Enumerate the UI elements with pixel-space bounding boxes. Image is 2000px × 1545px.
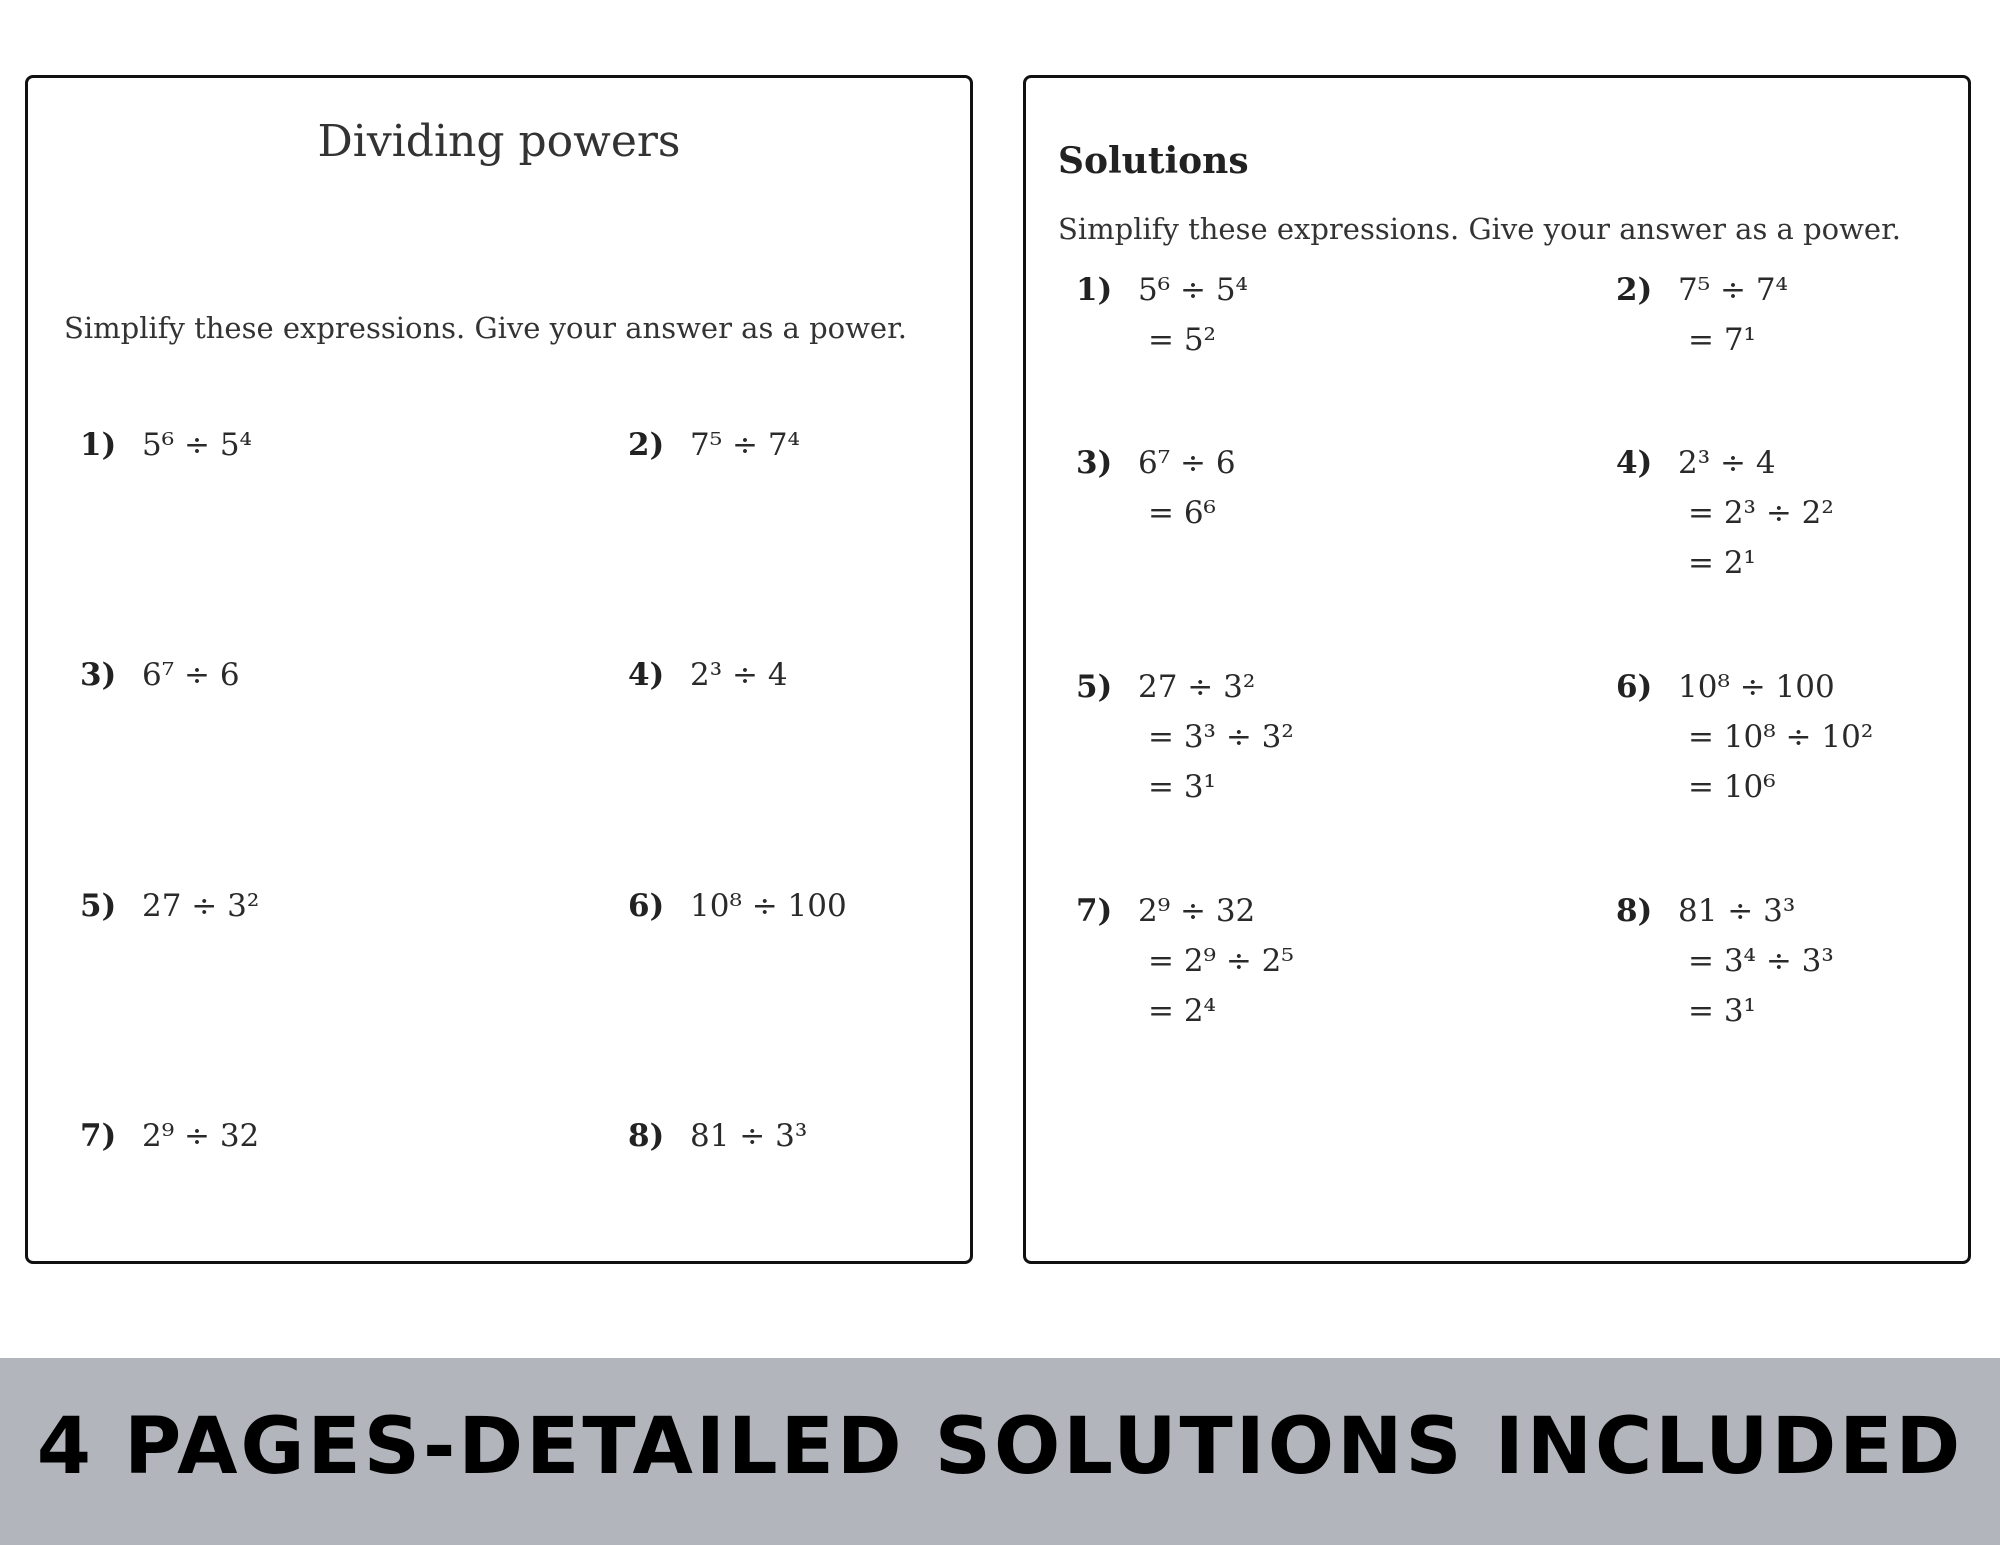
problem-expression: 10⁸ ÷ 100 xyxy=(690,888,847,924)
solution-step: = 3¹ xyxy=(1688,993,1756,1029)
problem-number: 6) xyxy=(628,888,665,924)
problem-number: 8) xyxy=(628,1118,665,1154)
solution-step: 81 ÷ 3³ xyxy=(1678,893,1796,929)
problem-number: 7) xyxy=(80,1118,117,1154)
solutions-page xyxy=(1023,75,1971,1264)
solution-problem-6 xyxy=(1616,662,1873,812)
solution-problem-3 xyxy=(1076,438,1236,538)
problem-number: 3) xyxy=(1076,445,1113,481)
solution-problem-2 xyxy=(1616,265,1788,365)
solution-step: 2⁹ ÷ 32 xyxy=(1138,893,1256,929)
problem-expression: 81 ÷ 3³ xyxy=(690,1118,808,1154)
solution-step: 27 ÷ 3² xyxy=(1138,669,1256,705)
problem-expression: 27 ÷ 3² xyxy=(142,888,260,924)
solution-step: = 2⁹ ÷ 2⁵ xyxy=(1148,943,1294,979)
banner-text: 4 PAGES-DETAILED SOLUTIONS INCLUDED xyxy=(36,1402,1964,1492)
problem-number: 8) xyxy=(1616,893,1653,929)
worksheet-page xyxy=(25,75,973,1264)
problem-expression: 6⁷ ÷ 6 xyxy=(142,657,240,693)
solution-problem-8 xyxy=(1616,886,1834,1036)
solution-problem-5 xyxy=(1076,662,1294,812)
worksheet-problem-5 xyxy=(80,881,259,931)
problem-number: 3) xyxy=(80,657,117,693)
solution-step: = 3¹ xyxy=(1148,769,1216,805)
worksheet-problem-1 xyxy=(80,420,252,470)
problem-number: 5) xyxy=(1076,669,1113,705)
solutions-instructions: Simplify these expressions. Give your answer as a power. xyxy=(1058,212,1901,246)
problem-number: 1) xyxy=(80,427,117,463)
worksheet-problem-2 xyxy=(628,420,800,470)
problem-number: 2) xyxy=(628,427,665,463)
solution-step: 10⁸ ÷ 100 xyxy=(1678,669,1835,705)
problem-number: 5) xyxy=(80,888,117,924)
solution-step: = 7¹ xyxy=(1688,322,1756,358)
solution-step: = 2⁴ xyxy=(1148,993,1216,1029)
problem-number: 4) xyxy=(628,657,665,693)
solution-step: = 5² xyxy=(1148,322,1216,358)
solution-step: = 10⁸ ÷ 10² xyxy=(1688,719,1874,755)
solution-step: = 2³ ÷ 2² xyxy=(1688,495,1834,531)
problem-number: 7) xyxy=(1076,893,1113,929)
solution-step: = 3³ ÷ 3² xyxy=(1148,719,1294,755)
worksheet-problem-6 xyxy=(628,881,847,931)
problem-expression: 2⁹ ÷ 32 xyxy=(142,1118,260,1154)
solution-problem-4 xyxy=(1616,438,1834,588)
solution-step: 6⁷ ÷ 6 xyxy=(1138,445,1236,481)
solution-step: = 2¹ xyxy=(1688,545,1756,581)
problem-expression: 7⁵ ÷ 7⁴ xyxy=(690,427,800,463)
solution-step: 7⁵ ÷ 7⁴ xyxy=(1678,272,1788,308)
worksheet-problem-7 xyxy=(80,1111,259,1161)
problem-number: 4) xyxy=(1616,445,1653,481)
solution-step: 2³ ÷ 4 xyxy=(1678,445,1776,481)
problem-number: 6) xyxy=(1616,669,1653,705)
solution-step: 5⁶ ÷ 5⁴ xyxy=(1138,272,1248,308)
worksheet-title: Dividing powers xyxy=(317,116,681,167)
worksheet-problem-3 xyxy=(80,650,240,700)
solution-step: = 10⁶ xyxy=(1688,769,1776,805)
problem-number: 2) xyxy=(1616,272,1653,308)
worksheet-instructions: Simplify these expressions. Give your answer as a power. xyxy=(64,311,907,345)
problem-expression: 5⁶ ÷ 5⁴ xyxy=(142,427,252,463)
solution-problem-1 xyxy=(1076,265,1248,365)
solutions-title: Solutions xyxy=(1058,140,1249,182)
problem-expression: 2³ ÷ 4 xyxy=(690,657,788,693)
solution-problem-7 xyxy=(1076,886,1294,1036)
problem-number: 1) xyxy=(1076,272,1113,308)
solution-step: = 6⁶ xyxy=(1148,495,1216,531)
worksheet-problem-8 xyxy=(628,1111,807,1161)
solution-step: = 3⁴ ÷ 3³ xyxy=(1688,943,1834,979)
promo-banner xyxy=(0,1358,2000,1545)
worksheet-problem-4 xyxy=(628,650,788,700)
